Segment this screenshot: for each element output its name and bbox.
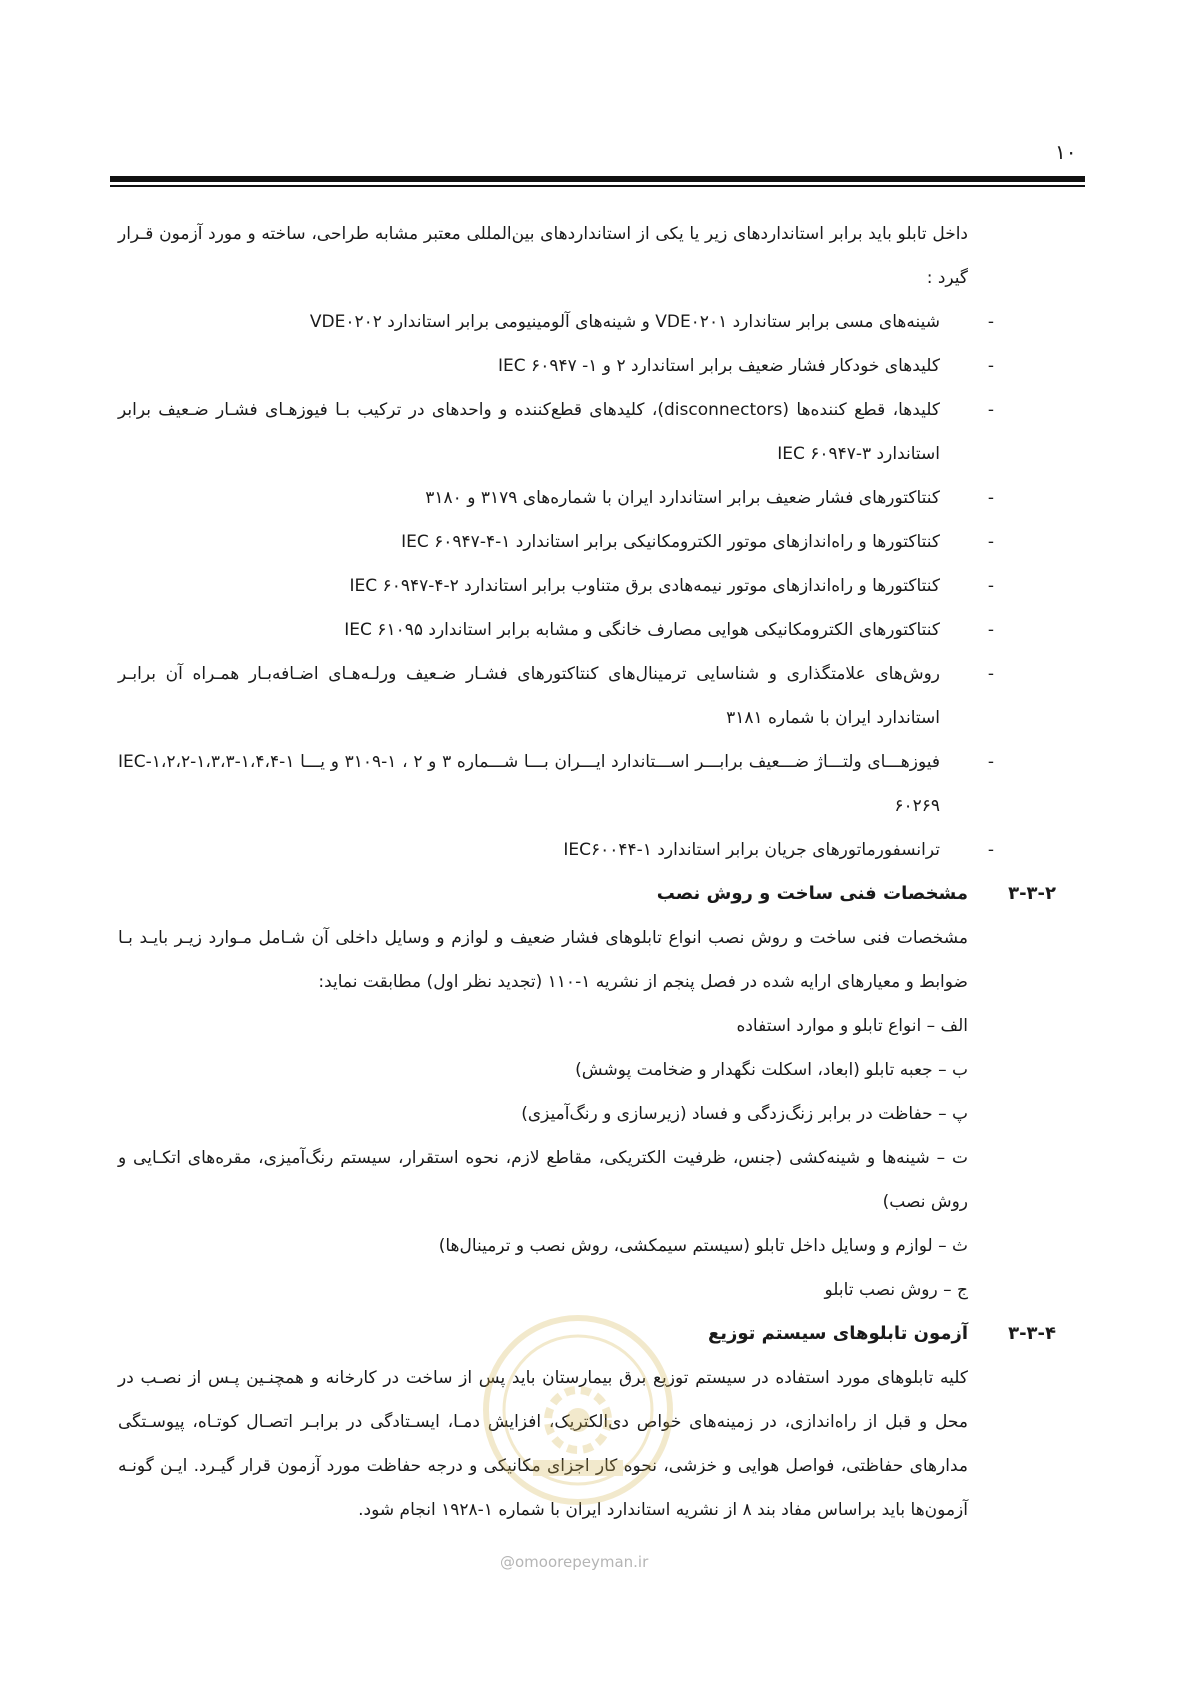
- header-rule-thick: [110, 176, 1085, 182]
- section-intro: مشخصات فنی ساخت و روش نصب انواع تابلوهای فشار ضعیف و لوازم و وسایل داخلی آن شـامل مـوارد زیـر بایـد بـا ضوابط و معیارهای ارایه شده در فصل پنجم از نشریه ۱-۱۱۰ (تجدید نظر اول) مطابقت نماید:: [118, 928, 968, 992]
- list-item: - کنتاکتورها و راه‌اندازهای موتور نیمه‌هادی برق متناوب برابر استاندارد ۲-۴-IEC ۶۰۹۴۷: [349, 576, 994, 596]
- document-body: [118, 212, 1056, 1532]
- section-heading: [118, 1312, 1056, 1356]
- list-item: - کنتاکتورها و راه‌اندازهای موتور الکترومکانیکی برابر استاندارد ۱-۴-IEC ۶۰۹۴۷: [401, 532, 994, 552]
- list-item: - ترانسفورماتورهای جریان برابر استاندارد ۱-IEC۶۰۰۴۴: [563, 840, 994, 860]
- header-rule-thin: [110, 185, 1085, 187]
- list-item: - کلیدها، قطع کننده‌ها (disconnectors)، کلیدهای قطع‌کننده و واحدهای در ترکیب بـا فیوزهـای فشـار ضـعیف برابر استاندارد ۳-IEC ۶۰۹۴۷: [118, 400, 994, 464]
- section-body: کلیه تابلوهای مورد استفاده در سیستم توزیع برق بیمارستان باید پس از ساخت در کارخانه و همچنـین پـس از نصـب در محل و قبل از راه‌اندازی، در زمینه‌های خواص دی‌الکتریک، افزایش دمـا، ایسـتادگی در برابـر اتصـال کوتـاه، پیوسـتگی مدارهای حفاظتی، فواصل هوایی و خزشی، نحوه کار اجزای مکانیکی و درجه حفاظت مورد آزمون قرار گیـرد. ایـن گونـه آزمون‌ها باید براساس مفاد بند ۸ از نشریه استاندارد ایران با شماره ۱-۱۹۲۸ انجام شود.: [118, 1368, 968, 1520]
- section-number: ۳-۳-۲: [1008, 883, 1056, 904]
- section-title: آزمون تابلوهای سیستم توزیع: [707, 1323, 968, 1344]
- sub-item: ب – جعبه تابلو (ابعاد، اسکلت نگهدار و ضخامت پوشش): [575, 1060, 968, 1080]
- sub-item: ث – لوازم و وسایل داخل تابلو (سیستم سیمکشی، روش نصب و ترمینال‌ها): [438, 1236, 968, 1256]
- at-icon: @: [500, 1553, 515, 1571]
- list-item: - کنتاکتورهای الکترومکانیکی هوایی مصارف خانگی و مشابه برابر استاندارد IEC ۶۱۰۹۵: [344, 620, 994, 640]
- standards-list: [118, 300, 994, 872]
- list-item: - کنتاکتورهای فشار ضعیف برابر استاندارد ایران با شماره‌های ۳۱۷۹ و ۳۱۸۰: [425, 488, 994, 508]
- list-item: - شینه‌های مسی برابر ستاندارد VDE۰۲۰۱ و شینه‌های آلومینیومی برابر استاندارد VDE۰۲۰۲: [309, 312, 994, 332]
- sub-item: ج – روش نصب تابلو: [824, 1280, 968, 1300]
- list-item: - کلیدهای خودکار فشار ضعیف برابر استاندارد ۲ و ۱- IEC ۶۰۹۴۷: [498, 356, 994, 376]
- section-title: مشخصات فنی ساخت و روش نصب: [656, 883, 968, 904]
- section-number: ۳-۳-۴: [1008, 1323, 1056, 1344]
- sub-item: پ – حفاظت در برابر زنگ‌زدگی و فساد (زیرسازی و رنگ‌آمیزی): [521, 1104, 968, 1124]
- list-item: - فیوزهـــای ولتـــاژ ضـــعیف برابـــر اســـتاندارد ایـــران بـــا شـــماره ۳ و ۲ ، ۱-۳۱۰۹ و یـــا ۱-۱،۴،۴-۱،۳،۳-۱،۲،۲-IEC ۶۰۲۶۹: [118, 752, 994, 816]
- intro-paragraph: داخل تابلو باید برابر استانداردهای زیر یا یکی از استانداردهای بین‌المللی معتبر مشابه طراحی، ساخته و مورد آزمون قـرار گیرد :: [118, 224, 968, 288]
- section-heading: [118, 872, 1056, 916]
- sub-item: الف – انواع تابلو و موارد استفاده: [736, 1016, 968, 1036]
- page-number: ۱۰: [1055, 140, 1077, 164]
- sub-item: ت – شینه‌ها و شینه‌کشی (جنس، ظرفیت الکتریکی، مقاطع لازم، نحوه استقرار، سیستم رنگ‌آمیزی، مقره‌های اتکـایی و روش نصب): [118, 1148, 968, 1212]
- watermark-site-text: @omoorepeyman.ir: [500, 1553, 649, 1571]
- list-item: - روش‌های علامتگذاری و شناسایی ترمینال‌های کنتاکتورهای فشـار ضـعیف ورلـه‌هـای اضـافه‌بـار همـراه آن برابـر استاندارد ایران با شماره ۳۱۸۱: [118, 664, 994, 728]
